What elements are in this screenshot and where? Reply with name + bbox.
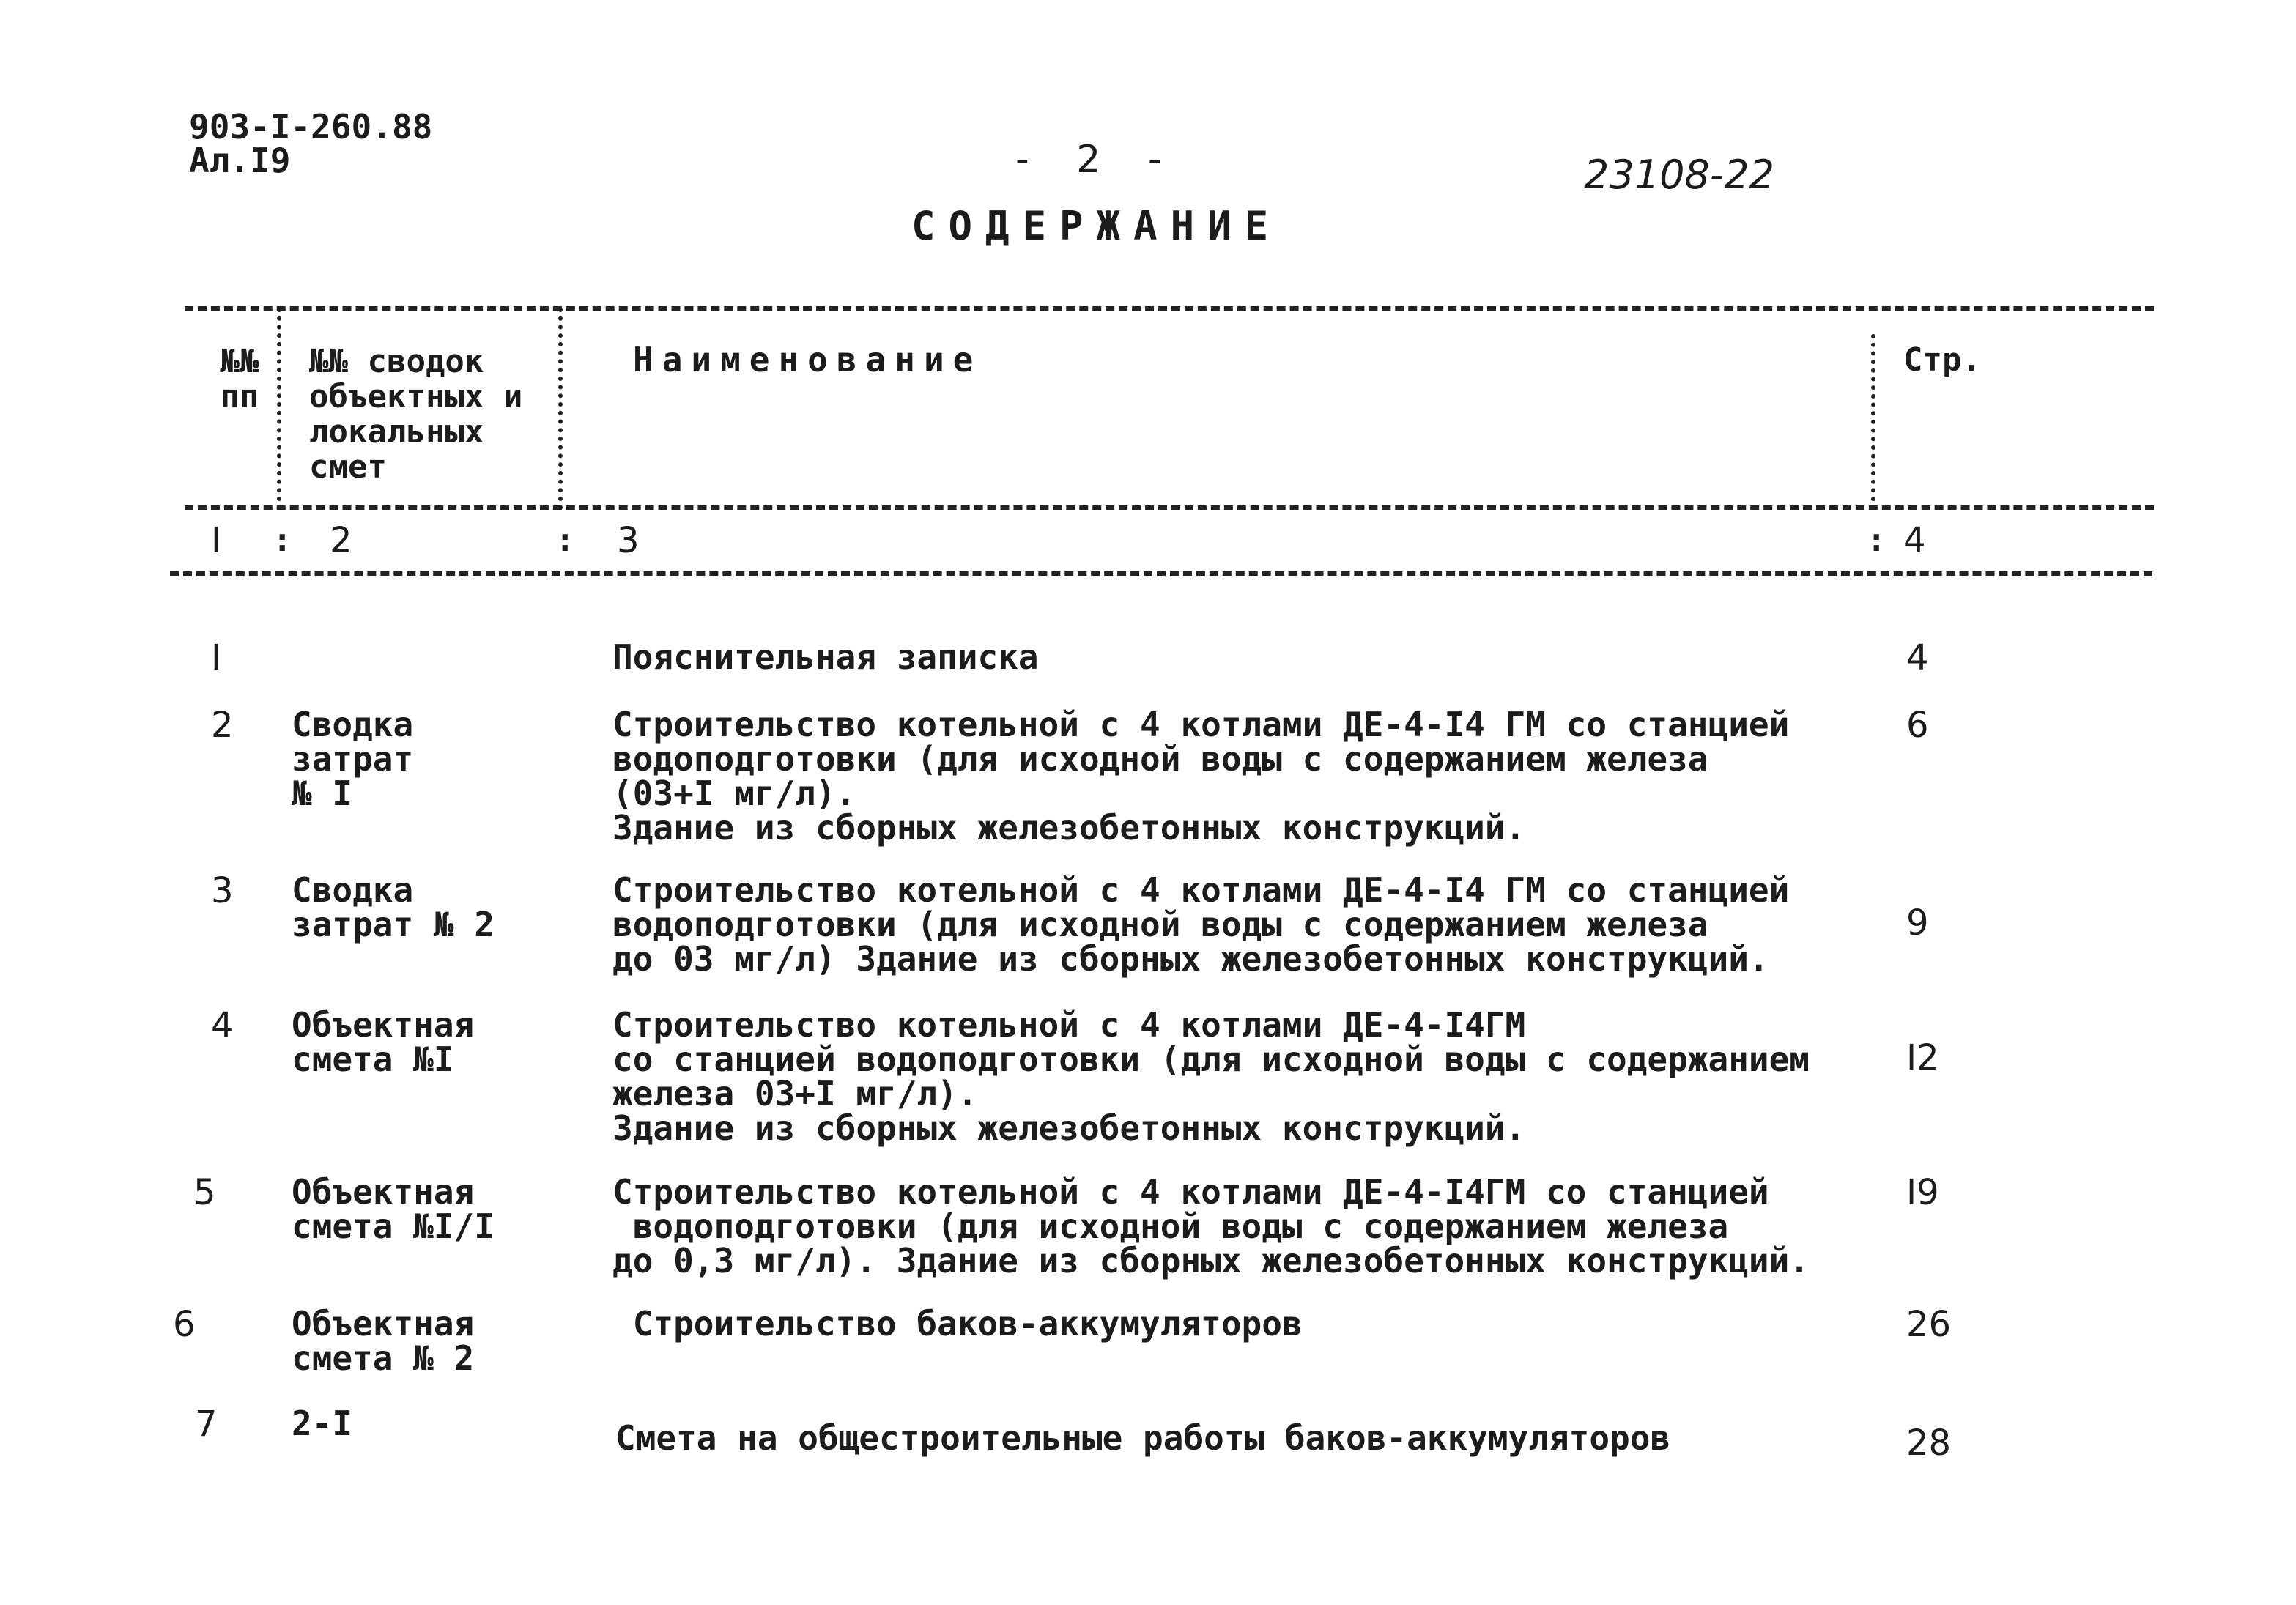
row-name: Строительство котельной с 4 котлами ДЕ-4-I4 ГМ со станцией водоподготовки (для исходной воды с содержанием железа до 03 мг/л) Здание из сборных железобетонных конструкций.	[612, 870, 1790, 979]
column-separator-1	[277, 308, 281, 510]
page-number: - 2 -	[1015, 138, 1180, 182]
row-name: Строительство котельной с 4 котлами ДЕ-4-I4 ГМ со станцией водоподготовки (для исходной воды с содержанием железа (03+I мг/л). Здание из сборных железобетонных конструкций.	[612, 705, 1790, 848]
column-number-divider: :	[273, 522, 292, 559]
row-page: 6	[1906, 705, 1929, 746]
column-number-3: 3	[617, 520, 640, 561]
row-name: Смета на общестроительные работы баков-аккумуляторов	[615, 1418, 1671, 1458]
row-number: 5	[193, 1172, 216, 1213]
row-name: Строительство котельной с 4 котлами ДЕ-4-I4ГМ со станцией водоподготовки (для исходной воды с содержанием железа до 0,3 мг/л). Здание из сборных железобетонных конструкций.	[612, 1172, 1810, 1280]
column-number-divider: :	[555, 522, 575, 559]
column-header-no: №№ пп	[220, 343, 259, 415]
row-page: 4	[1906, 637, 1929, 678]
row-reference: Объектная смета № 2	[292, 1304, 475, 1378]
table-top-rule	[185, 306, 2154, 311]
row-name: Строительство котельной с 4 котлами ДЕ-4-I4ГМ со станцией водоподготовки (для исходной воды с содержанием железа 03+I мг/л). Здание из сборных железобетонных конструкций.	[612, 1005, 1810, 1148]
column-header-page: Стр.	[1903, 341, 1981, 379]
row-page: 9	[1906, 902, 1929, 944]
row-reference: Объектная смета №I	[292, 1005, 475, 1079]
row-reference: Объектная смета №I/I	[292, 1172, 495, 1246]
row-number: 7	[195, 1404, 218, 1445]
row-name: Пояснительная записка	[612, 637, 1039, 677]
row-reference: Сводка затрат № I	[292, 705, 414, 813]
row-name: Строительство баков-аккумуляторов	[612, 1304, 1303, 1343]
column-separator-2	[558, 308, 563, 510]
document-code: 903-I-260.88	[189, 107, 433, 147]
row-number: 2	[211, 705, 234, 746]
row-page: 28	[1906, 1423, 1952, 1464]
column-header-name: Наименование	[633, 340, 982, 379]
row-page: I9	[1906, 1172, 1939, 1213]
inventory-number: 23108-22	[1584, 152, 1774, 198]
row-reference: Сводка затрат № 2	[292, 870, 495, 944]
column-separator-3	[1871, 334, 1875, 510]
row-reference: 2-I	[292, 1404, 353, 1443]
column-number-4: 4	[1903, 520, 1926, 561]
sheet-number: Ал.I9	[189, 141, 291, 180]
column-header-ref: №№ сводок объектных и локальных смет	[309, 343, 523, 486]
column-number-2: 2	[330, 520, 352, 561]
table-header-rule	[185, 505, 2154, 510]
row-page: I2	[1906, 1037, 1939, 1078]
row-page: 26	[1906, 1304, 1952, 1345]
row-number: 6	[173, 1304, 196, 1345]
row-number: I	[211, 637, 222, 678]
page-title: СОДЕРЖАНИЕ	[911, 203, 1282, 249]
column-number-1: I	[211, 520, 222, 561]
row-number: 3	[211, 870, 234, 911]
table-number-rule	[170, 571, 2152, 576]
row-number: 4	[211, 1005, 234, 1046]
column-number-divider: :	[1867, 522, 1886, 559]
